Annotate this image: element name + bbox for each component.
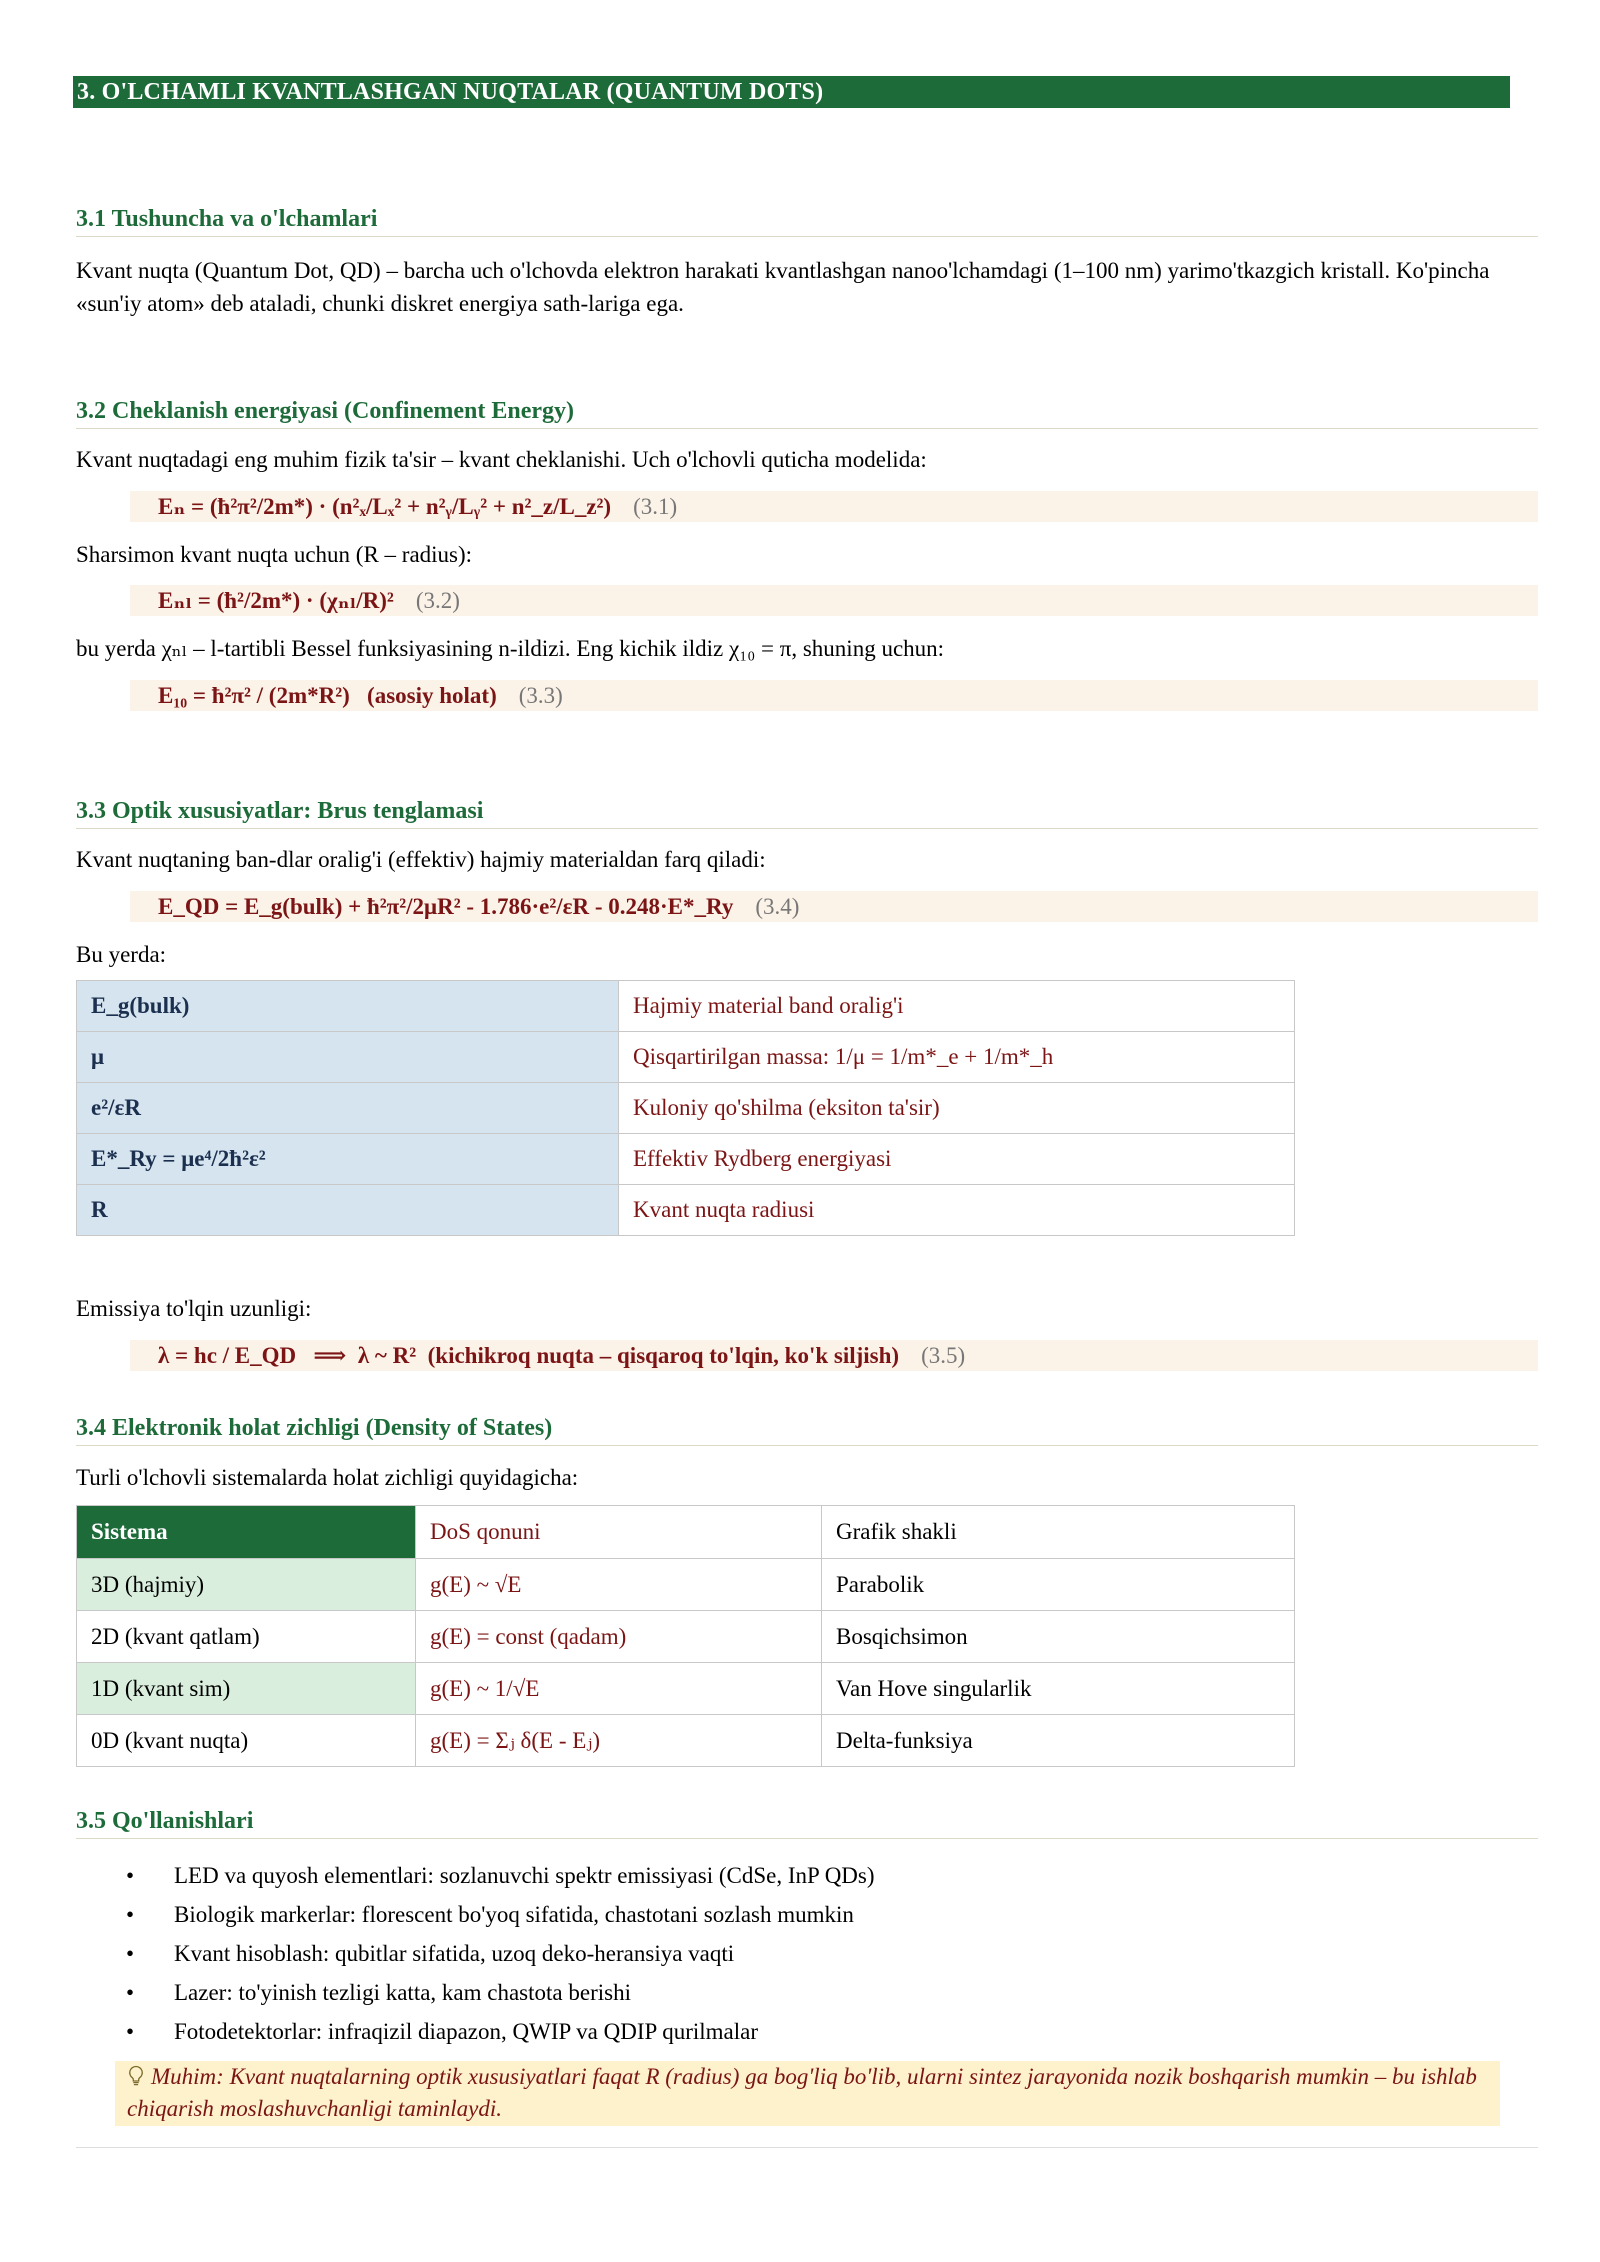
section-heading-3-3: 3.3 Optik xususiyatlar: Brus tenglamasi	[76, 796, 1538, 829]
term-symbol: R	[77, 1185, 619, 1236]
cell-grafik: Delta-funksiya	[822, 1715, 1295, 1767]
equation-3-1	[130, 491, 1538, 522]
cell-grafik: Parabolik	[822, 1559, 1295, 1611]
equation-text: Eₙ = (ħ²π²/2m*) · (n²ₓ/Lₓ² + n²ᵧ/Lᵧ² + n²_z/L_z²)	[158, 494, 612, 519]
cell-sistema: 1D (kvant sim)	[77, 1663, 416, 1715]
column-header-grafik: Grafik shakli	[822, 1506, 1295, 1559]
cell-dos: g(E) ~ 1/√E	[416, 1663, 822, 1715]
equation-number: (3.2)	[415, 588, 460, 613]
section-heading-3-4: 3.4 Elektronik holat zichligi (Density of States)	[76, 1413, 1538, 1446]
note-text: Muhim: Kvant nuqtalarning optik xususiyatlari faqat R (radius) ga bog'liq bo'lib, ularni sintez jarayonida nozik boshqarish mumkin – bu ishlab chiqarish moslashuvchanligi taminlaydi.	[127, 2064, 1477, 2121]
term-symbol: E_g(bulk)	[77, 981, 619, 1032]
table-row	[77, 1611, 1295, 1663]
term-symbol: μ	[77, 1032, 619, 1083]
paragraph-bessel: bu yerda χₙₗ – l-tartibli Bessel funksiyasining n-ildizi. Eng kichik ildiz χ₁₀ = π, shuning uchun:	[76, 636, 945, 661]
term-symbol: E*_Ry = μe⁴/2ħ²ε²	[77, 1134, 619, 1185]
paragraph-spherical: Sharsimon kvant nuqta uchun (R – radius):	[76, 542, 473, 567]
cell-grafik: Bosqichsimon	[822, 1611, 1295, 1663]
chapter-title: 3. O'LCHAMLI KVANTLASHGAN NUQTALAR (QUANTUM DOTS)	[73, 76, 1510, 108]
bottom-divider	[76, 2147, 1538, 2148]
paragraph-emission: Emissiya to'lqin uzunligi:	[76, 1296, 312, 1321]
cell-dos: g(E) ~ √E	[416, 1559, 822, 1611]
brus-terms-table	[76, 980, 1295, 1236]
equation-number: (3.3)	[518, 683, 563, 708]
equation-text: Eₙₗ = (ħ²/2m*) · (χₙₗ/R)²	[158, 588, 394, 613]
list-item: • Kvant hisoblash: qubitlar sifatida, uzoq deko-heransiya vaqti	[76, 1934, 1476, 1973]
table-row	[77, 1083, 1295, 1134]
lightbulb-icon	[127, 2065, 145, 2087]
paragraph-dos-intro: Turli o'lchovli sistemalarda holat zichligi quyidagicha:	[76, 1465, 579, 1490]
term-meaning: Kvant nuqta radiusi	[619, 1185, 1295, 1236]
table-row	[77, 981, 1295, 1032]
term-meaning: Effektiv Rydberg energiyasi	[619, 1134, 1295, 1185]
list-item: • Biologik markerlar: florescent bo'yoq sifatida, chastotani sozlash mumkin	[76, 1895, 1476, 1934]
column-header-dos: DoS qonuni	[416, 1506, 822, 1559]
equation-3-5	[130, 1340, 1538, 1371]
list-item: • LED va quyosh elementlari: sozlanuvchi spektr emissiyasi (CdSe, InP QDs)	[76, 1856, 1476, 1895]
equation-number: (3.4)	[755, 894, 800, 919]
column-header-sistema: Sistema	[77, 1506, 416, 1559]
cell-dos: g(E) = const (qadam)	[416, 1611, 822, 1663]
table-row	[77, 1559, 1295, 1611]
equation-text: E_QD = E_g(bulk) + ħ²π²/2μR² - 1.786·e²/εR - 0.248·E*_Ry	[158, 894, 734, 919]
table-row	[77, 1032, 1295, 1083]
term-symbol: e²/εR	[77, 1083, 619, 1134]
table-row	[77, 1715, 1295, 1767]
applications-list	[76, 1856, 1476, 2051]
dos-table	[76, 1505, 1295, 1767]
cell-sistema: 3D (hajmiy)	[77, 1559, 416, 1611]
term-meaning: Hajmiy material band oralig'i	[619, 981, 1295, 1032]
paragraph-confinement-intro: Kvant nuqtadagi eng muhim fizik ta'sir – kvant cheklanishi. Uch o'lchovli quticha modelida:	[76, 447, 927, 472]
paragraph-where: Bu yerda:	[76, 942, 167, 967]
table-row	[77, 1134, 1295, 1185]
term-meaning: Kuloniy qo'shilma (eksiton ta'sir)	[619, 1083, 1295, 1134]
table-header-row	[77, 1506, 1295, 1559]
list-item: • Lazer: to'yinish tezligi katta, kam chastota berishi	[76, 1973, 1476, 2012]
equation-3-2	[130, 585, 1538, 616]
table-row	[77, 1185, 1295, 1236]
cell-sistema: 0D (kvant nuqta)	[77, 1715, 416, 1767]
cell-grafik: Van Hove singularlik	[822, 1663, 1295, 1715]
equation-text: λ = hc / E_QD ⟹ λ ~ R² (kichikroq nuqta – qisqaroq to'lqin, ko'k siljish)	[158, 1343, 900, 1368]
equation-3-3	[130, 680, 1538, 711]
section-heading-3-2: 3.2 Cheklanish energiyasi (Confinement Energy)	[76, 396, 1538, 429]
list-item: • Fotodetektorlar: infraqizil diapazon, QWIP va QDIP qurilmalar	[76, 2012, 1476, 2051]
paragraph-definition: Kvant nuqta (Quantum Dot, QD) – barcha uch o'lchovda elektron harakati kvantlashgan nanoo'lchamdagi (1–100 nm) yarimo'tkazgich kristall. Ko'pincha «sun'iy atom» deb ataladi, chunki diskret energiya sath-lariga ega.	[76, 258, 1490, 316]
section-heading-3-1: 3.1 Tushuncha va o'lchamlari	[76, 204, 1538, 237]
equation-number: (3.5)	[921, 1343, 966, 1368]
cell-dos: g(E) = Σⱼ δ(E - Eⱼ)	[416, 1715, 822, 1767]
section-heading-3-5: 3.5 Qo'llanishlari	[76, 1806, 1538, 1839]
important-note	[115, 2061, 1500, 2126]
equation-number: (3.1)	[633, 494, 678, 519]
paragraph-brus-intro: Kvant nuqtaning ban-dlar oralig'i (effektiv) hajmiy materialdan farq qiladi:	[76, 847, 766, 872]
cell-sistema: 2D (kvant qatlam)	[77, 1611, 416, 1663]
equation-text: E₁₀ = ħ²π² / (2m*R²) (asosiy holat)	[158, 683, 497, 708]
term-meaning: Qisqartirilgan massa: 1/μ = 1/m*_e + 1/m*_h	[619, 1032, 1295, 1083]
table-row	[77, 1663, 1295, 1715]
equation-3-4	[130, 891, 1538, 922]
